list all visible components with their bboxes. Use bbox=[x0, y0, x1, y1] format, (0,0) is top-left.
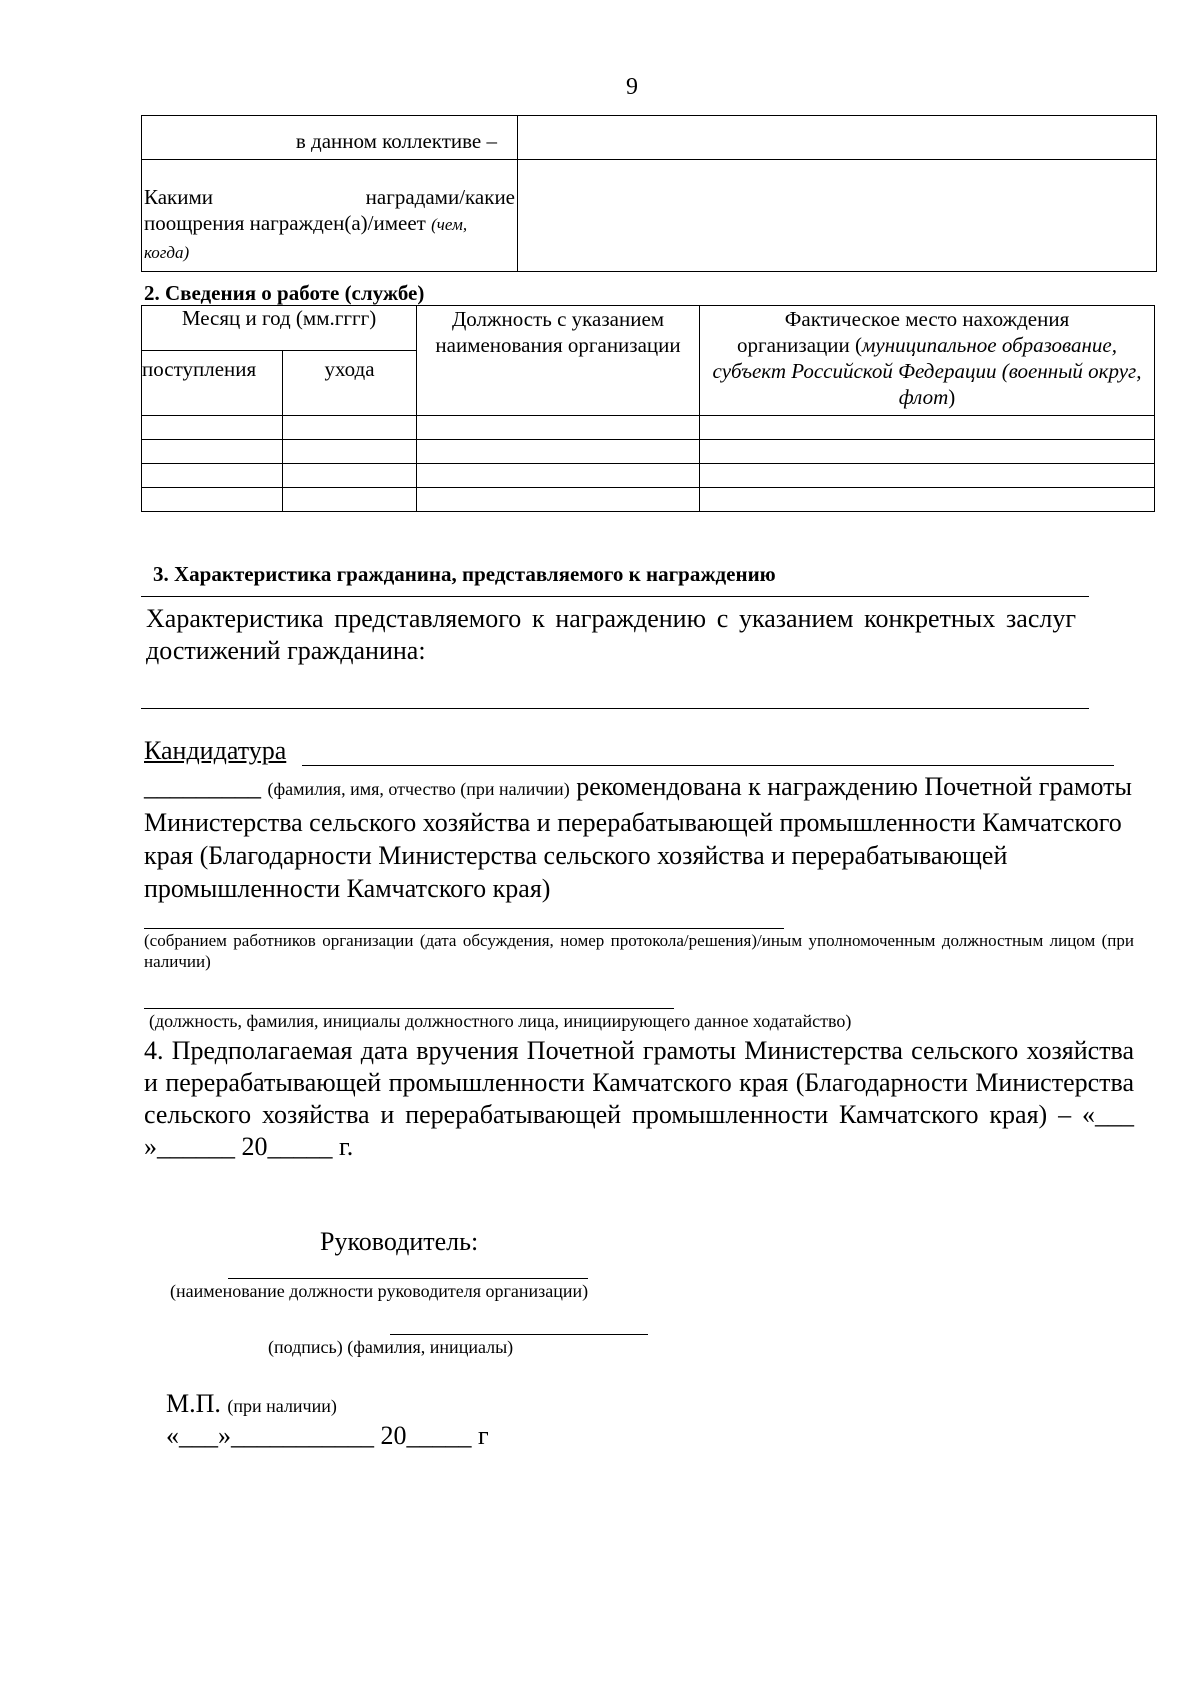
mp-note: (при наличии) bbox=[227, 1396, 337, 1416]
recommendation-text bbox=[144, 770, 1134, 905]
table-row bbox=[142, 116, 1157, 160]
table-cell-value[interactable] bbox=[518, 116, 1157, 160]
candidacy-label: Кандидатура bbox=[144, 736, 287, 765]
meeting-line[interactable] bbox=[144, 928, 784, 929]
official-note: (должность, фамилия, инициалы должностного лица, инициирующего данное ходатайство) bbox=[149, 1011, 852, 1031]
awards-note: (чем, bbox=[431, 215, 468, 234]
page-number: 9 bbox=[626, 74, 638, 100]
collective-label: в данном коллективе – bbox=[295, 129, 497, 153]
table-cell[interactable] bbox=[700, 464, 1155, 488]
meeting-note: (собранием работников организации (дата обсуждения, номер протокола/решения)/иным уполномоченным должностным лицом (при наличии) bbox=[144, 931, 1134, 971]
table-cell[interactable] bbox=[417, 464, 700, 488]
section-4-text: 4. Предполагаемая дата вручения Почетной грамоты Министерства сельского хозяйства и перерабатывающей промышленности Камчатского края (Благодарности Министерства сельского хозяйства и перерабатывающей промышленности Камчатского края) – «___ »______ 20_____ г. bbox=[144, 1036, 1134, 1161]
table-cell-value[interactable] bbox=[518, 160, 1157, 272]
header-entry: поступления bbox=[142, 351, 283, 416]
awards-word-1: Какими bbox=[144, 185, 214, 209]
table-cell bbox=[142, 116, 518, 160]
table-cell[interactable] bbox=[283, 416, 417, 440]
recommend-body: рекомендована к награждению Почетной грамоты Министерства сельского хозяйства и перерабатывающей промышленности Камчатского края (Благодарности Министерства сельского хозяйства и перерабатывающей промышленности Камчатского края) bbox=[144, 772, 1132, 903]
table-cell[interactable] bbox=[283, 464, 417, 488]
table-cell[interactable] bbox=[283, 440, 417, 464]
table-cell[interactable] bbox=[700, 440, 1155, 464]
divider bbox=[141, 596, 1089, 597]
header-exit: ухода bbox=[283, 351, 417, 416]
table-cell[interactable] bbox=[700, 488, 1155, 512]
awards-label bbox=[142, 160, 517, 266]
work-history-table bbox=[141, 305, 1155, 512]
awards-word-2: наградами/какие bbox=[365, 185, 515, 209]
table-cell[interactable] bbox=[283, 488, 417, 512]
table-cell bbox=[142, 160, 518, 272]
awards-line-2: поощрения награжден(а)/имеет bbox=[144, 211, 426, 235]
table-row bbox=[142, 440, 1155, 464]
table-cell[interactable] bbox=[142, 464, 283, 488]
section-3-title: 3. Характеристика гражданина, представляемого к награждению bbox=[153, 562, 776, 586]
stamp-label bbox=[166, 1389, 337, 1419]
header-month-year: Месяц и год (мм.гггг) bbox=[142, 306, 417, 351]
characteristic-answer-line[interactable] bbox=[141, 708, 1089, 709]
header-location-start: организации ( bbox=[737, 333, 862, 357]
header-position: Должность с указанием наименования организации bbox=[417, 306, 700, 416]
section-2-title: 2. Сведения о работе (службе) bbox=[144, 281, 425, 305]
table-cell[interactable] bbox=[417, 416, 700, 440]
head-label: Руководитель: bbox=[320, 1227, 479, 1256]
signature-line[interactable] bbox=[390, 1334, 648, 1335]
name-note: (фамилия, имя, отчество (при наличии) bbox=[267, 779, 570, 799]
header-location-end: ) bbox=[948, 385, 956, 409]
characteristic-text: Характеристика представляемого к награждению с указанием конкретных заслуг достижений гражданина: bbox=[146, 604, 1076, 665]
awards-note-2: когда) bbox=[144, 243, 190, 262]
table-cell[interactable] bbox=[142, 488, 283, 512]
table-row bbox=[142, 160, 1157, 272]
table-cell[interactable] bbox=[417, 488, 700, 512]
official-line[interactable] bbox=[144, 1008, 674, 1009]
head-position-note: (наименование должности руководителя организации) bbox=[170, 1281, 589, 1301]
table-cell[interactable] bbox=[142, 416, 283, 440]
header-location-italic: муниципальное образование, субъект Российской Федерации (военный округ, флот bbox=[712, 333, 1142, 409]
table-row bbox=[142, 464, 1155, 488]
table-cell[interactable] bbox=[142, 440, 283, 464]
blank-short[interactable]: _________ bbox=[144, 772, 261, 801]
table-row bbox=[142, 488, 1155, 512]
header-location bbox=[700, 306, 1155, 416]
table-row bbox=[142, 416, 1155, 440]
header-location-line1: Фактическое место нахождения bbox=[784, 307, 1070, 331]
mp-label: М.П. bbox=[166, 1389, 221, 1418]
head-position-line[interactable] bbox=[228, 1278, 588, 1279]
table-cell[interactable] bbox=[700, 416, 1155, 440]
candidacy-name-line[interactable] bbox=[302, 765, 1114, 766]
table-cell[interactable] bbox=[417, 440, 700, 464]
info-table bbox=[141, 115, 1157, 272]
date-line[interactable]: «___»___________ 20_____ г bbox=[166, 1421, 489, 1450]
signature-note: (подпись) (фамилия, инициалы) bbox=[268, 1337, 514, 1357]
table-header-row bbox=[142, 306, 1155, 351]
